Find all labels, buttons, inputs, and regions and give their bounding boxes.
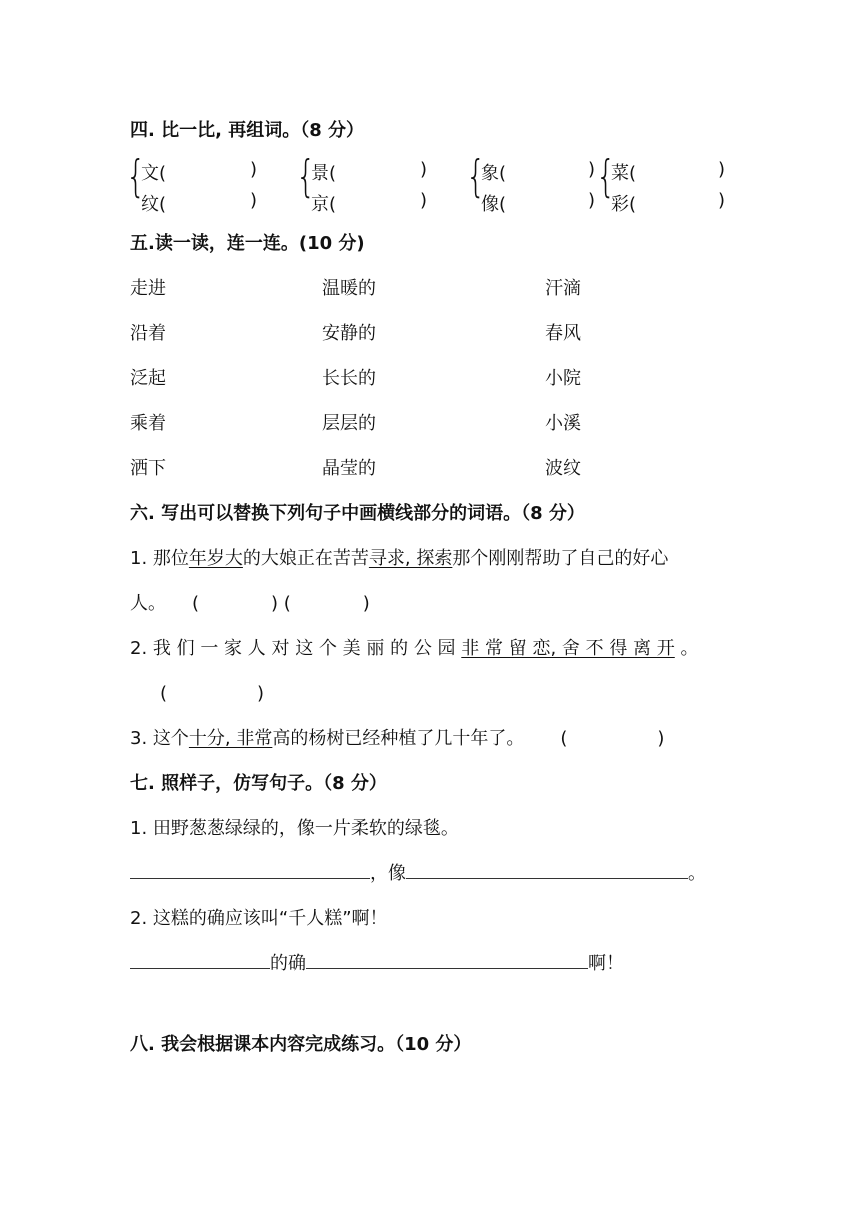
answer-blanks[interactable]: ( ) ( ) (192, 593, 370, 614)
imitation-line-1: ，像 。 (130, 859, 706, 885)
paren-close: ) (250, 159, 258, 180)
verb-item: 沿着 (130, 323, 166, 344)
fill-blank[interactable] (130, 950, 270, 969)
underlined-phrase: 非 常 留 恋, 舍 不 得 离 开 (461, 638, 675, 659)
noun-item: 波纹 (545, 458, 581, 479)
noun-item: 春风 (545, 323, 581, 344)
imitation-line-2: 的确 啊！ (130, 949, 624, 975)
answer-blanks[interactable]: ( ) (560, 728, 665, 749)
paren-close: ) (420, 159, 428, 180)
answer-blanks[interactable]: ( ) (160, 683, 265, 704)
char-wen-silk: 纹( (141, 194, 167, 215)
adjective-item: 安静的 (322, 323, 376, 344)
fill-blank[interactable] (306, 950, 588, 969)
char-cai-color: 彩( (611, 194, 637, 215)
adjective-item: 层层的 (322, 413, 376, 434)
char-xiang-elephant: 象( (481, 163, 507, 184)
noun-item: 小溪 (545, 413, 581, 434)
underlined-phrase: 寻求, 探索 (368, 548, 453, 569)
fill-blank[interactable] (130, 860, 370, 879)
section-6-title: 六. 写出可以替换下列句子中画横线部分的词语。（8 分） (130, 503, 585, 524)
underlined-phrase: 十分, 非常 (188, 728, 273, 749)
paren-close: ) (420, 190, 428, 211)
underlined-phrase: 年岁大 (188, 548, 243, 569)
adjective-item: 长长的 (322, 368, 376, 389)
noun-item: 小院 (545, 368, 581, 389)
paren-close: ) (718, 159, 726, 180)
brace-icon: { (296, 151, 316, 202)
verb-item: 泛起 (130, 368, 166, 389)
paren-close: ) (250, 190, 258, 211)
example-sentence-1: 1. 田野葱葱绿绿的，像一片柔软的绿毯。 (130, 818, 459, 839)
section-5-title: 五.读一读，连一连。(10 分) (130, 233, 365, 254)
char-jing-scene: 景( (311, 163, 337, 184)
question-1-line-1: 1. 那位年岁大的大娘正在苦苦寻求, 探索那个刚刚帮助了自己的好心 (130, 548, 669, 569)
adjective-item: 温暖的 (322, 278, 376, 299)
char-jing-capital: 京( (311, 194, 337, 215)
question-1-line-2: 人。 ( ) ( ) (130, 593, 370, 614)
question-2-line-1: 2. 我 们 一 家 人 对 这 个 美 丽 的 公 园 非 常 留 恋, 舍 不 得 离 开 。 (130, 638, 699, 659)
question-3: 3. 这个十分, 非常高的杨树已经种植了几十年了。 ( ) (130, 728, 665, 749)
char-wen: 文( (141, 163, 167, 184)
verb-item: 走进 (130, 278, 166, 299)
paren-close: ) (718, 190, 726, 211)
adjective-item: 晶莹的 (322, 458, 376, 479)
brace-icon: { (126, 151, 146, 202)
brace-icon: { (466, 151, 486, 202)
char-xiang-like: 像( (481, 194, 507, 215)
example-sentence-2: 2. 这糕的确应该叫“千人糕”啊！ (130, 908, 388, 929)
section-8-title: 八. 我会根据课本内容完成练习。（10 分） (130, 1034, 472, 1055)
section-4-title: 四. 比一比, 再组词。（8 分） (130, 120, 364, 141)
section-7-title: 七. 照样子，仿写句子。（8 分） (130, 773, 387, 794)
char-cai-vegetable: 菜( (611, 163, 637, 184)
verb-item: 乘着 (130, 413, 166, 434)
fill-blank[interactable] (406, 860, 688, 879)
brace-icon: { (596, 151, 616, 202)
noun-item: 汗滴 (545, 278, 581, 299)
paren-close: ) (588, 190, 596, 211)
verb-item: 洒下 (130, 458, 166, 479)
paren-close: ) (588, 159, 596, 180)
